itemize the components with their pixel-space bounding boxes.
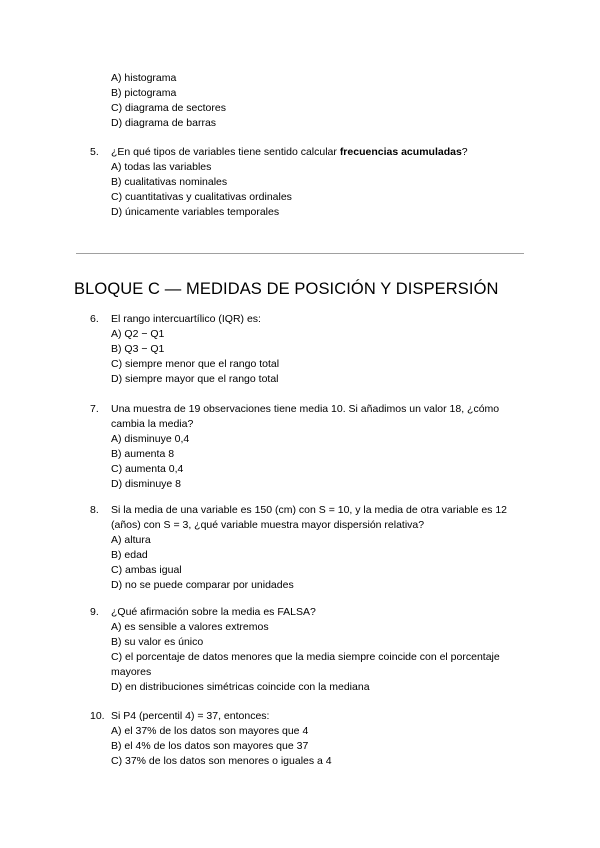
option-c: C) diagrama de sectores [111, 102, 226, 114]
question-10 [90, 709, 530, 769]
emphasized-term: frecuencias acumuladas [339, 146, 462, 158]
option-d: D) no se puede comparar por unidades [111, 579, 294, 591]
option-d: D) siempre mayor que el rango total [111, 373, 279, 385]
question-8 [90, 503, 530, 593]
question-7 [90, 402, 530, 492]
option-b: B) el 4% de los datos son mayores que 37 [111, 740, 309, 752]
option-d: D) únicamente variables temporales [111, 206, 280, 218]
question-6 [90, 312, 530, 387]
option-a: A) disminuye 0,4 [111, 433, 190, 445]
question-number: 10. [90, 710, 105, 722]
option-c: C) 37% de los datos son menores o iguales a 4 [111, 755, 332, 767]
option-d: D) disminuye 8 [111, 478, 182, 490]
option-b: B) pictograma [111, 87, 177, 99]
option-d: D) diagrama de barras [111, 117, 217, 129]
option-a: A) todas las variables [111, 161, 212, 173]
option-a: A) histograma [111, 72, 177, 84]
option-b: B) edad [111, 549, 148, 561]
question-text: Una muestra de 19 observaciones tiene media 10. Si añadimos un valor 18, ¿cómo cambia la media? [111, 403, 500, 430]
question-number: 9. [90, 606, 99, 618]
option-b: B) Q3 − Q1 [111, 343, 165, 355]
question-text: El rango intercuartílico (IQR) es: [111, 313, 261, 325]
question-4-options [111, 71, 226, 131]
option-d: D) en distribuciones simétricas coincide con la mediana [111, 681, 370, 693]
question-text: ¿Qué afirmación sobre la media es FALSA? [111, 606, 316, 618]
question-number: 6. [90, 313, 99, 325]
question-number: 5. [90, 146, 99, 158]
option-c: C) siempre menor que el rango total [111, 358, 280, 370]
option-c: C) aumenta 0,4 [111, 463, 184, 475]
option-a: A) es sensible a valores extremos [111, 621, 269, 633]
section-heading: BLOQUE C — MEDIDAS DE POSICIÓN Y DISPERSIÓN [74, 280, 499, 298]
question-5 [90, 145, 530, 220]
option-c: C) el porcentaje de datos menores que la media siempre coincide con el porcentaje mayores [111, 651, 500, 678]
question-text: Si la media de una variable es 150 (cm) con S = 10, y la media de otra variable es 12 (años) con S = 3, ¿qué variable muestra mayor dispersión relativa? [111, 504, 508, 531]
question-9 [90, 605, 530, 695]
option-c: C) cuantitativas y cualitativas ordinales [111, 191, 292, 203]
option-b: B) cualitativas nominales [111, 176, 228, 188]
option-a: A) Q2 − Q1 [111, 328, 165, 340]
option-a: A) el 37% de los datos son mayores que 4 [111, 725, 309, 737]
question-number: 8. [90, 504, 99, 516]
question-text: ¿En qué tipos de variables tiene sentido calcular frecuencias acumuladas? [111, 146, 468, 158]
section-divider [76, 253, 524, 254]
option-b: B) su valor es único [111, 636, 204, 648]
option-c: C) ambas igual [111, 564, 182, 576]
option-a: A) altura [111, 534, 151, 546]
question-number: 7. [90, 403, 99, 415]
question-text: Si P4 (percentil 4) = 37, entonces: [111, 710, 270, 722]
option-b: B) aumenta 8 [111, 448, 175, 460]
